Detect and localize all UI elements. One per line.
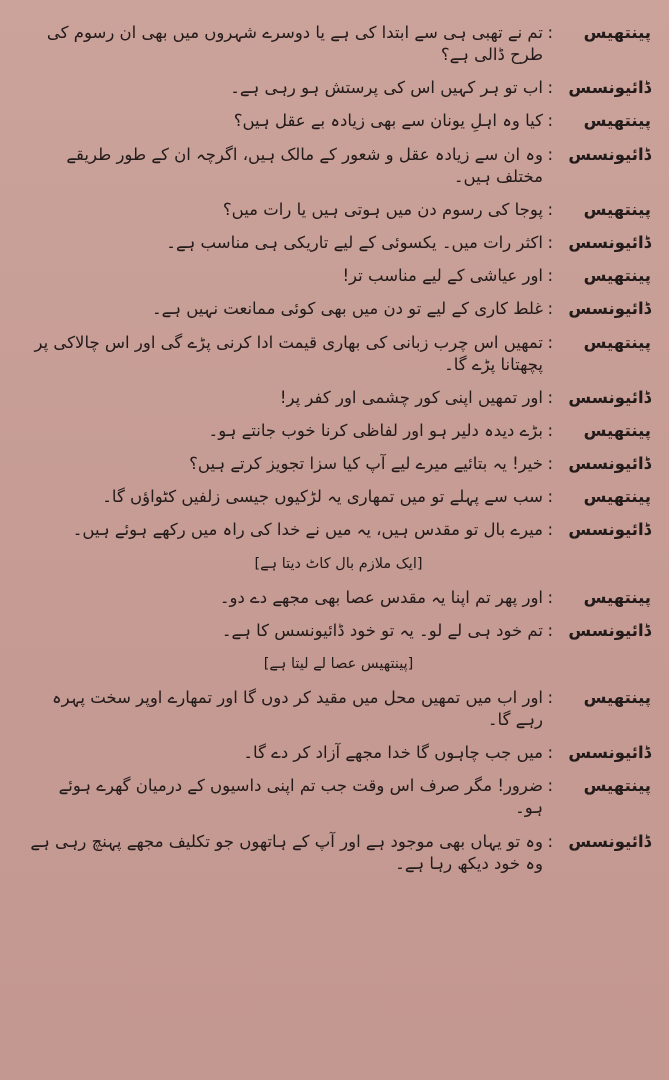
dialogue-text-line: اور عیاشی کے لیے مناسب تر! xyxy=(342,266,543,286)
speaker-name: پینتھیس xyxy=(583,776,651,796)
dialogue-text-line: اب تو ہر کہیں اس کی پرستش ہو رہی ہے۔ xyxy=(230,78,543,98)
speaker-colon: : xyxy=(547,454,553,474)
speaker-colon: : xyxy=(547,144,553,164)
speaker-colon: : xyxy=(547,620,553,640)
dialogue-text-line: سب سے پہلے تو میں تمھاری یہ لڑکیوں جیسی زلفیں کٹواؤں گا۔ xyxy=(102,487,543,507)
speaker-name: ڈائیونسس xyxy=(568,299,651,319)
dialogue-line xyxy=(26,265,651,287)
dialogue-text-line: اکثر رات میں۔ یکسوئی کے لیے تاریکی ہی مناسب ہے۔ xyxy=(166,232,543,252)
dialogue-line xyxy=(26,387,651,409)
speaker-name: ڈائیونسس xyxy=(568,831,651,851)
dialogue-line xyxy=(26,298,651,320)
speaker-colon: : xyxy=(547,23,553,42)
dialogue-text-line: اور تمھیں اپنی کور چشمی اور کفر پر! xyxy=(279,387,543,407)
dialogue-line xyxy=(26,77,651,99)
dialogue-text-line: وہ تو یہاں بھی موجود ہے اور آپ کے ہاتھوں جو تکلیف مجھے پہنچ رہی ہے وہ خود دیکھ رہا ہے۔ xyxy=(30,831,543,873)
speaker-colon: : xyxy=(547,387,553,407)
dialogue-text-line: ضرور! مگر صرف اس وقت جب تم اپنی داسیوں کے درمیان گھرے ہوئے ہو۔ xyxy=(58,776,543,818)
dialogue-line xyxy=(26,587,651,609)
dialogue-line xyxy=(26,22,651,66)
dialogue-text-line: تمھیں اس چرب زبانی کی بھاری قیمت ادا کرنی پڑے گی اور اس چالاکی پر پچھتانا پڑے گا۔ xyxy=(34,332,543,374)
dialogue-line xyxy=(26,332,651,376)
speaker-colon: : xyxy=(547,199,553,219)
dialogue-line xyxy=(26,420,651,442)
dialogue-line xyxy=(26,486,651,508)
dialogue-text-line: وہ ان سے زیادہ عقل و شعور کے مالک ہیں، اگرچہ ان کے طور طریقے مختلف ہیں۔ xyxy=(66,144,543,186)
speaker-name: ڈائیونسس xyxy=(568,78,651,98)
speaker-name: پینتھیس xyxy=(583,587,651,607)
speaker-name: ڈائیونسس xyxy=(568,520,651,540)
speaker-colon: : xyxy=(547,332,553,352)
speaker-name: پینتھیس xyxy=(583,688,651,707)
speaker-name: پینتھیس xyxy=(583,266,651,286)
dialogue-text-line: میں جب چاہوں گا خدا مجھے آزاد کر دے گا۔ xyxy=(243,743,543,763)
dialogue-text-line: کیا وہ اہلِ یونان سے بھی زیادہ بے عقل ہیں؟ xyxy=(233,111,543,131)
dialogue-line xyxy=(26,519,651,541)
speaker-name: ڈائیونسس xyxy=(568,387,651,407)
speaker-colon: : xyxy=(547,266,553,286)
dialogue-text-line: تم نے تھبی ہی سے ابتدا کی ہے یا دوسرے شہروں میں بھی ان رسوم کی طرح ڈالی ہے؟ xyxy=(46,23,543,64)
dialogue-text-line: خیر! یہ بتائیے میرے لیے آپ کیا سزا تجویز کرتے ہیں؟ xyxy=(189,454,543,474)
speaker-name: پینتھیس xyxy=(583,23,651,42)
speaker-name: ڈائیونسس xyxy=(568,743,651,763)
speaker-name: ڈائیونسس xyxy=(568,454,651,474)
dialogue-line xyxy=(26,831,651,875)
dialogue-text xyxy=(26,22,651,875)
speaker-colon: : xyxy=(547,587,553,607)
dialogue-line xyxy=(26,620,651,642)
speaker-colon: : xyxy=(547,299,553,319)
speaker-colon: : xyxy=(547,743,553,763)
speaker-name: پینتھیس xyxy=(583,487,651,507)
dialogue-text-line: میرے بال تو مقدس ہیں، یہ میں نے خدا کی راہ میں رکھے ہوئے ہیں۔ xyxy=(72,520,543,540)
speaker-name: پینتھیس xyxy=(583,420,651,440)
dialogue-line xyxy=(26,110,651,132)
dialogue-line xyxy=(26,453,651,475)
speaker-colon: : xyxy=(547,487,553,507)
speaker-colon: : xyxy=(547,111,553,131)
speaker-colon: : xyxy=(547,831,553,851)
dialogue-text-line: غلط کاری کے لیے تو دن میں بھی کوئی ممانعت نہیں ہے۔ xyxy=(151,299,543,319)
stage-direction: [ایک ملازم بال کاٹ دیتا ہے] xyxy=(254,555,423,572)
dialogue-line xyxy=(26,144,651,188)
dialogue-line xyxy=(26,199,651,221)
speaker-name: ڈائیونسس xyxy=(568,144,651,164)
speaker-name: پینتھیس xyxy=(583,332,651,352)
speaker-colon: : xyxy=(547,688,553,707)
dialogue-line xyxy=(26,687,651,731)
dialogue-text-line: اور پھر تم اپنا یہ مقدس عصا بھی مجھے دے دو۔ xyxy=(219,587,543,607)
speaker-colon: : xyxy=(547,776,553,796)
speaker-colon: : xyxy=(547,78,553,98)
dialogue-text-line: اور اب میں تمھیں محل میں مقید کر دوں گا اور تمھارے اوپر سخت پہرہ رہے گا۔ xyxy=(51,688,543,729)
speaker-name: ڈائیونسس xyxy=(568,620,651,640)
stage-direction: [پینتھیس عصا لے لیتا ہے] xyxy=(263,656,414,672)
speaker-name: ڈائیونسس xyxy=(568,232,651,252)
speaker-colon: : xyxy=(547,520,553,540)
dialogue-text-line: پوجا کی رسوم دن میں ہوتی ہیں یا رات میں؟ xyxy=(222,199,543,219)
speaker-colon: : xyxy=(547,420,553,440)
dialogue-line xyxy=(26,742,651,764)
dialogue-line xyxy=(26,232,651,254)
speaker-name: پینتھیس xyxy=(583,111,651,131)
dialogue-text-line: بڑے دیدہ دلیر ہو اور لفاظی کرنا خوب جانتے ہو۔ xyxy=(208,420,543,440)
dialogue-line xyxy=(26,775,651,819)
dialogue-text-line: تم خود ہی لے لو۔ یہ تو خود ڈائیونسس کا ہے۔ xyxy=(221,620,543,640)
speaker-colon: : xyxy=(547,232,553,252)
speaker-name: پینتھیس xyxy=(583,199,651,219)
